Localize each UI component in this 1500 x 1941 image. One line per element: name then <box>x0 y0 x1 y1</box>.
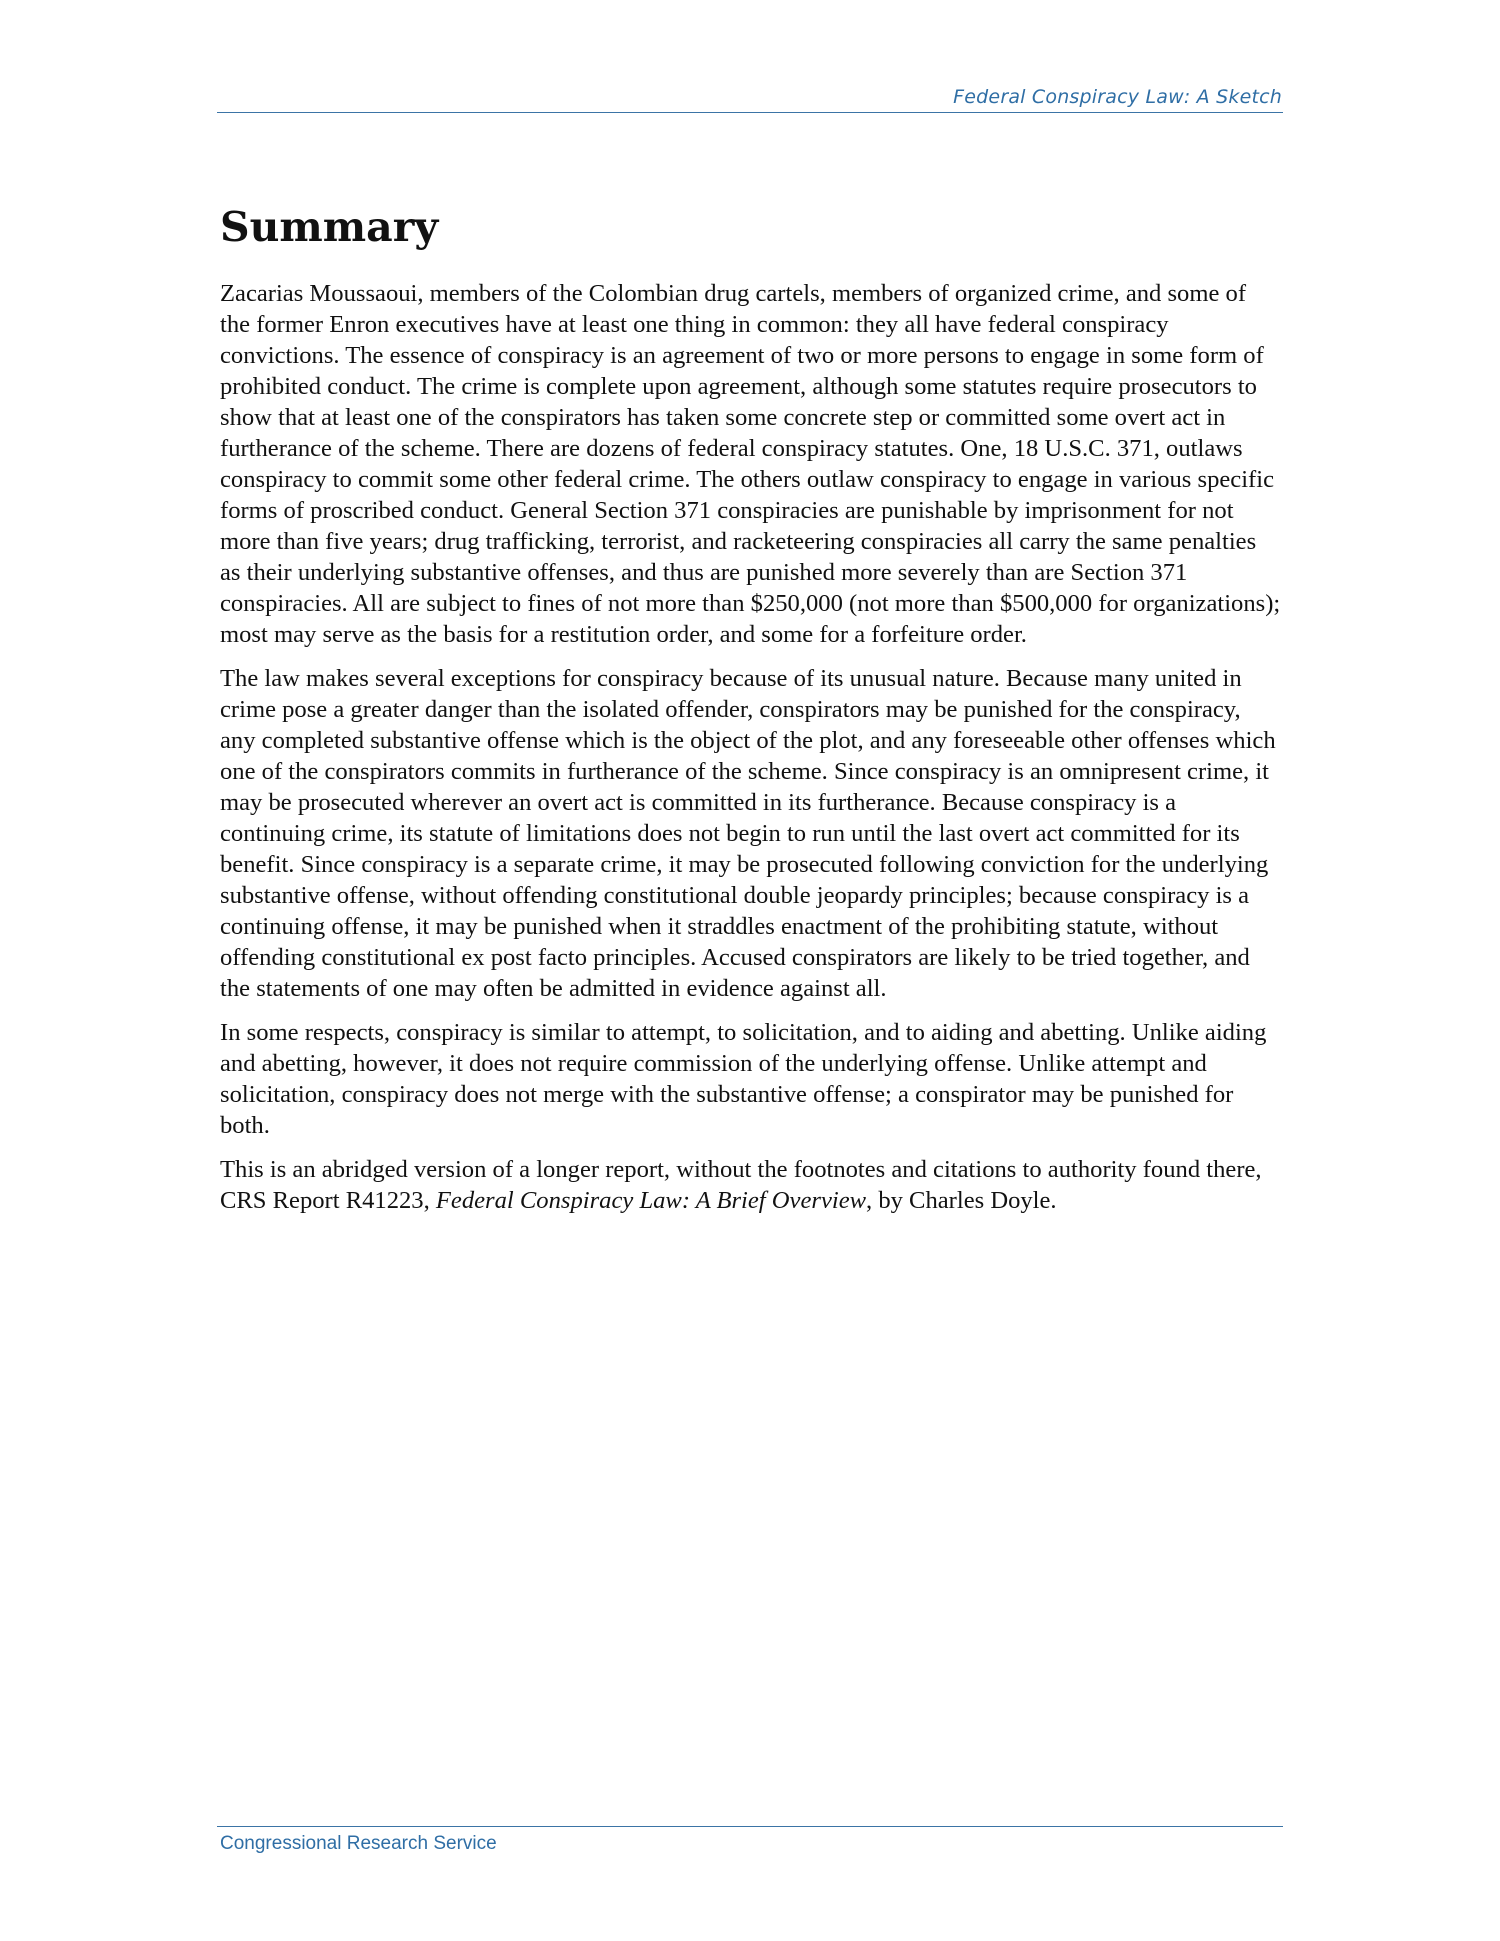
running-header-title: Federal Conspiracy Law: A Sketch <box>953 86 1282 108</box>
summary-paragraph-2: The law makes several exceptions for conspiracy because of its unusual nature. Because many united in crime pose a greater danger than the isolated offender, conspirators may be punished for the conspiracy, any completed substantive offense which is the object of the plot, and any foreseeable other offenses which one of the conspirators commits in furtherance of the scheme. Since conspiracy is an omnipresent crime, it may be prosecuted wherever an overt act is committed in its furtherance. Because conspiracy is a continuing crime, its statute of limitations does not begin to run until the last overt act committed for its benefit. Since conspiracy is a separate crime, it may be prosecuted following conviction for the underlying substantive offense, without offending constitutional double jeopardy principles; because conspiracy is a continuing offense, it may be punished when it straddles enactment of the prohibiting statute, without offending constitutional ex post facto principles. Accused conspirators are likely to be tried together, and the statements of one may often be admitted in evidence against all. <box>220 665 1276 1003</box>
closing-text-after: , by Charles Doyle. <box>866 1187 1057 1215</box>
summary-paragraph-1: Zacarias Moussaoui, members of the Colombian drug cartels, members of organized crime, and some of the former Enron executives have at least one thing in common: they all have federal conspiracy convictions. The essence of conspiracy is an agreement of two or more persons to engage in some form of prohibited conduct. The crime is complete upon agreement, although some statutes require prosecutors to show that at least one of the conspirators has taken some concrete step or committed some overt act in furtherance of the scheme. There are dozens of federal conspiracy statutes. One, 18 U.S.C. 371, outlaws conspiracy to commit some other federal crime. The others outlaw conspiracy to engage in various specific forms of proscribed conduct. General Section 371 conspiracies are punishable by imprisonment for not more than five years; drug trafficking, terrorist, and racketeering conspiracies all carry the same penalties as their underlying substantive offenses, and thus are punished more severely than are Section 371 conspiracies. All are subject to fines of not more than $250,000 (not more than $500,000 for organizations); most may serve as the basis for a restitution order, and some for a forfeiture order. <box>220 280 1281 649</box>
header-rule <box>217 112 1283 113</box>
summary-section <box>220 205 1282 1229</box>
summary-paragraph-3: In some respects, conspiracy is similar to attempt, to solicitation, and to aiding and abetting. Unlike aiding and abetting, however, it does not require commission of the underlying offense. Unlike attempt and solicitation, conspiracy does not merge with the substantive offense; a conspirator may be punished for both. <box>220 1019 1267 1140</box>
footer-organization: Congressional Research Service <box>220 1833 497 1854</box>
summary-paragraph-4 <box>220 1154 1282 1216</box>
footer-rule <box>217 1826 1283 1827</box>
report-title: Federal Conspiracy Law: A Brief Overview <box>435 1187 867 1215</box>
closing-text-before: This is an abridged version of a longer report, without the footnotes and citations to authority found there, CRS Report R41223, <box>220 1156 1262 1215</box>
summary-heading: Summary <box>220 203 439 251</box>
